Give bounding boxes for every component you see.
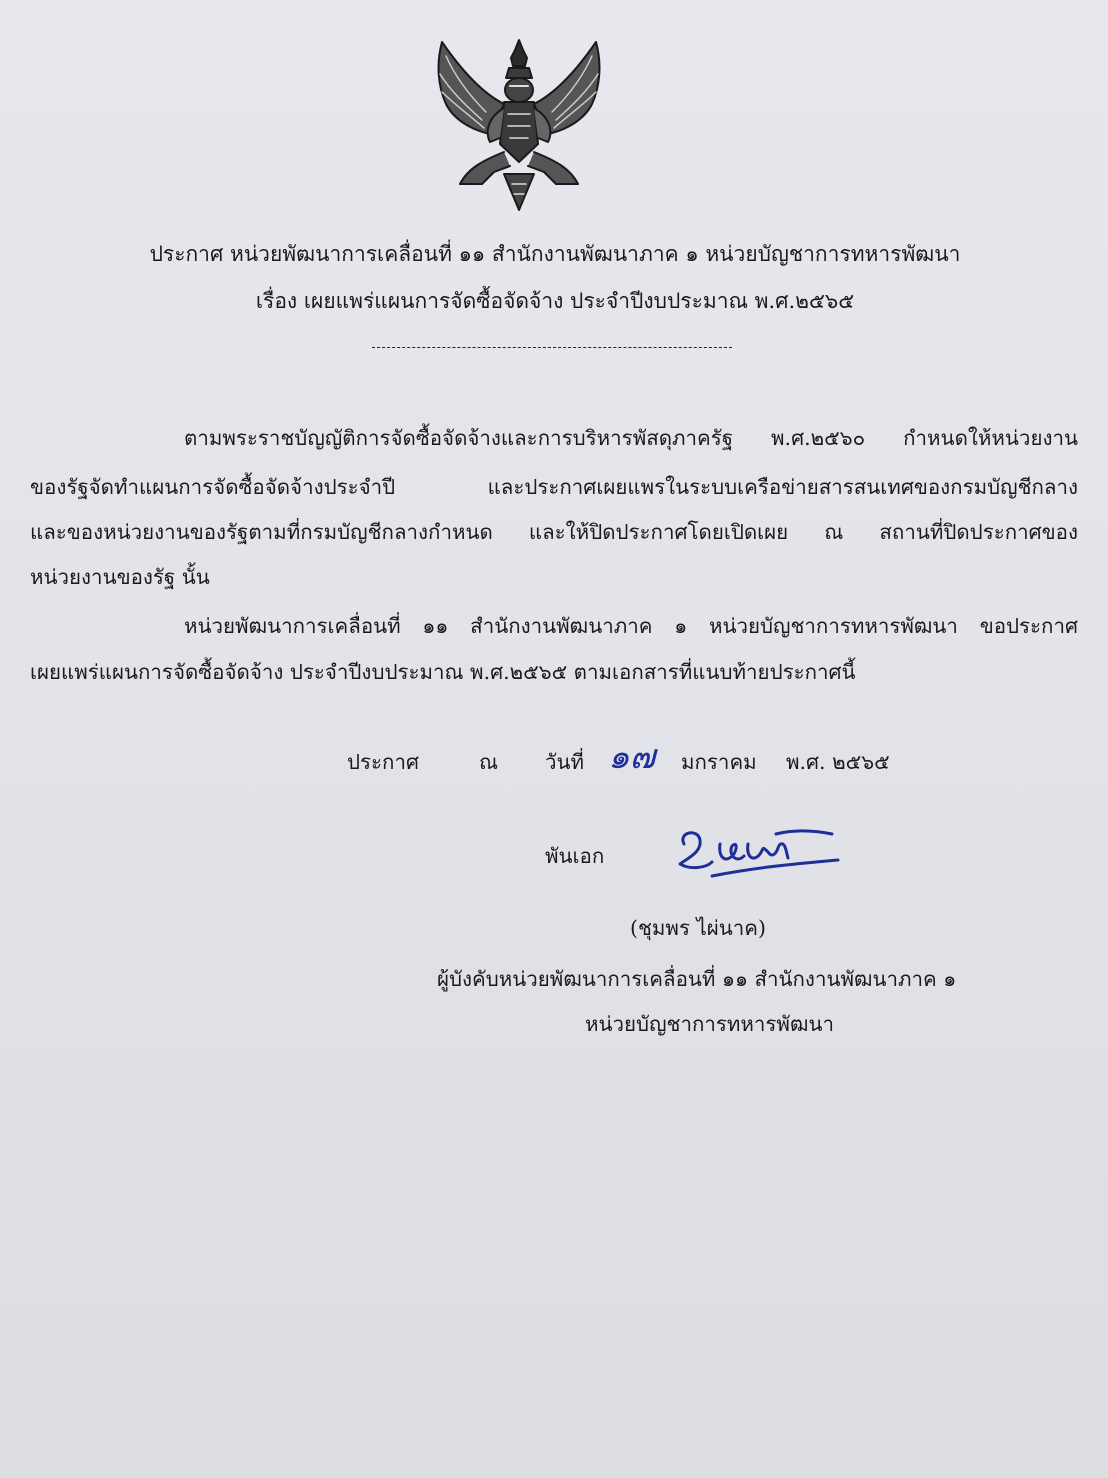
paragraph-2-line-1: หน่วยพัฒนาการเคลื่อนที่ ๑๑ สำนักงานพัฒนาภาค ๑ หน่วยบัญชาการทหารพัฒนา ขอประกาศ bbox=[184, 614, 1078, 638]
paragraph-1-line-3: และของหน่วยงานของรัฐตามที่กรมบัญชีกลางกำหนด และให้ปิดประกาศโดยเปิดเผย ณ สถานที่ปิดประกาศของ bbox=[30, 520, 1078, 544]
signer-title-line-1: ผู้บังคับหน่วยพัฒนาการเคลื่อนที่ ๑๑ สำนักงานพัฒนาภาค ๑ bbox=[437, 967, 957, 991]
date-announce-label: ประกาศ bbox=[347, 750, 419, 774]
handwritten-signature bbox=[672, 824, 842, 884]
title-divider bbox=[372, 347, 732, 348]
date-month: มกราคม bbox=[681, 750, 757, 774]
announcement-subject: เรื่อง เผยแพร่แผนการจัดซื้อจัดจ้าง ประจำปีงบประมาณ พ.ศ.๒๕๖๕ bbox=[255, 289, 855, 313]
garuda-emblem-icon bbox=[424, 34, 614, 214]
announcement-title: ประกาศ หน่วยพัฒนาการเคลื่อนที่ ๑๑ สำนักงานพัฒนาภาค ๑ หน่วยบัญชาการทหารพัฒนา bbox=[149, 242, 961, 266]
paragraph-1-line-2: ของรัฐจัดทำแผนการจัดซื้อจัดจ้างประจำปี และประกาศเผยแพรในระบบเครือข่ายสารสนเทศของกรมบัญชีกลาง bbox=[30, 475, 1078, 499]
signer-rank: พันเอก bbox=[545, 844, 605, 868]
signer-title-line-2: หน่วยบัญชาการทหารพัฒนา bbox=[585, 1012, 834, 1036]
paragraph-1-line-1: ตามพระราชบัญญัติการจัดซื้อจัดจ้างและการบริหารพัสดุภาครัฐ พ.ศ.๒๕๖๐ กำหนดให้หน่วยงาน bbox=[184, 426, 1078, 450]
paragraph-1-line-4: หน่วยงานของรัฐ นั้น bbox=[30, 565, 210, 589]
paragraph-2-line-2: เผยแพร่แผนการจัดซื้อจัดจ้าง ประจำปีงบประมาณ พ.ศ.๒๕๖๕ ตามเอกสารที่แนบท้ายประกาศนี้ bbox=[30, 660, 856, 684]
date-day-label: วันที่ bbox=[545, 750, 585, 774]
date-year: พ.ศ. ๒๕๖๕ bbox=[786, 750, 890, 774]
signer-name: (ชุมพร ไผ่นาค) bbox=[630, 916, 767, 940]
date-at-label: ณ bbox=[479, 750, 499, 774]
handwritten-day: ๑๗ bbox=[608, 737, 656, 777]
